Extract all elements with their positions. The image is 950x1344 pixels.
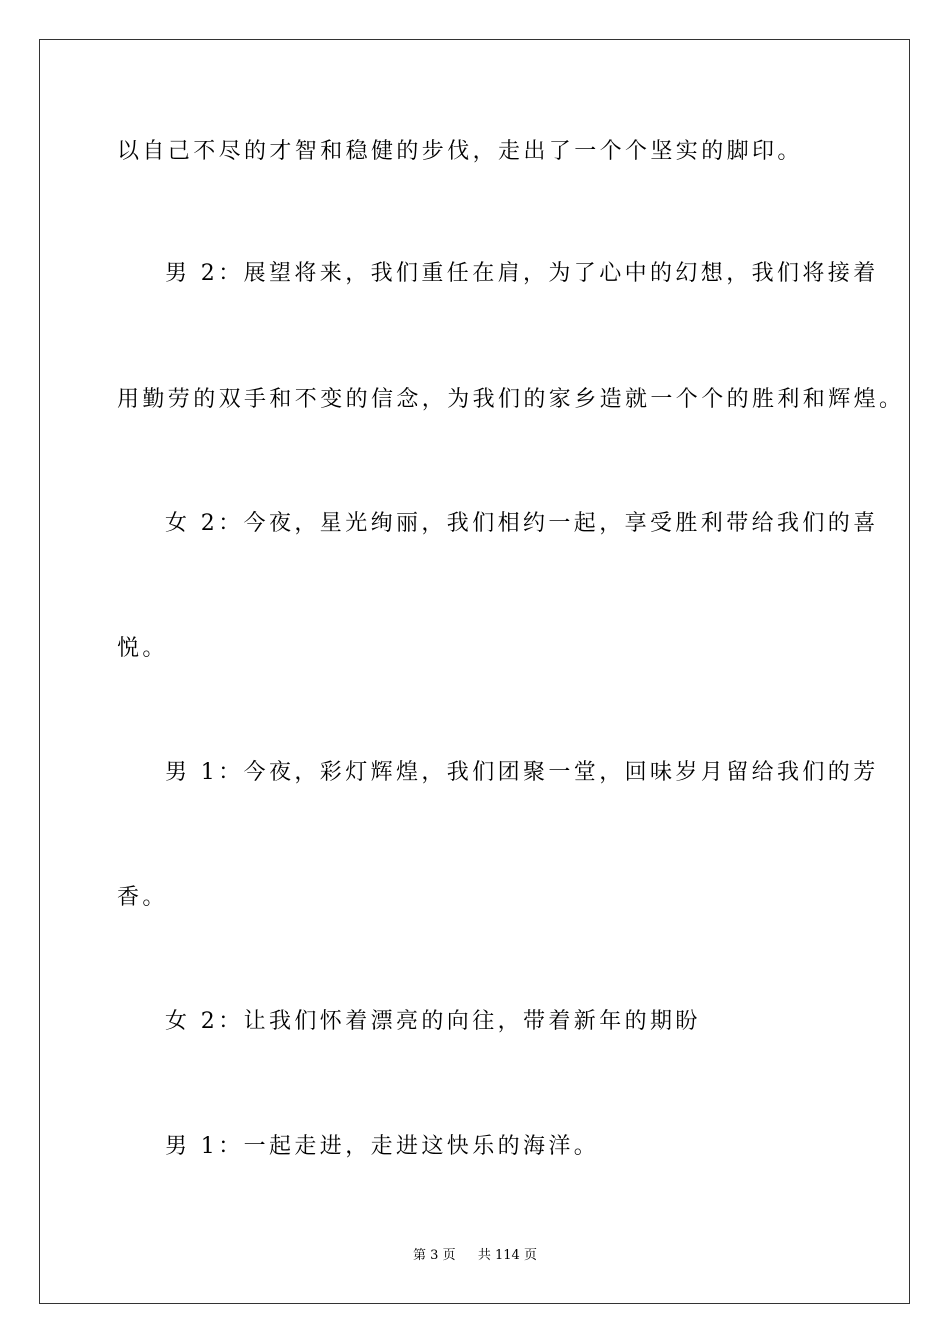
text-line-8: 女 2：让我们怀着漂亮的向往，带着新年的期盼 <box>165 1009 701 1034</box>
text-line-4: 女 2：今夜，星光绚丽，我们相约一起，享受胜利带给我们的喜 <box>165 511 879 536</box>
page-number-current: 第 3 页 <box>413 1248 456 1263</box>
text-line-3: 用勤劳的双手和不变的信念，为我们的家乡造就一个个的胜利和辉煌。 <box>117 387 905 412</box>
text-line-5: 悦。 <box>117 636 168 661</box>
page-number-total: 共 114 页 <box>477 1248 537 1263</box>
page-border <box>39 39 910 1304</box>
text-line-2: 男 2：展望将来，我们重任在肩，为了心中的幻想，我们将接着 <box>165 261 879 286</box>
text-line-1: 以自己不尽的才智和稳健的步伐，走出了一个个坚实的脚印。 <box>117 139 803 164</box>
text-line-6: 男 1：今夜，彩灯辉煌，我们团聚一堂，回味岁月留给我们的芳 <box>165 760 879 785</box>
text-line-7: 香。 <box>117 885 168 910</box>
text-line-9: 男 1：一起走进，走进这快乐的海洋。 <box>165 1134 600 1159</box>
page-footer <box>0 1247 950 1265</box>
